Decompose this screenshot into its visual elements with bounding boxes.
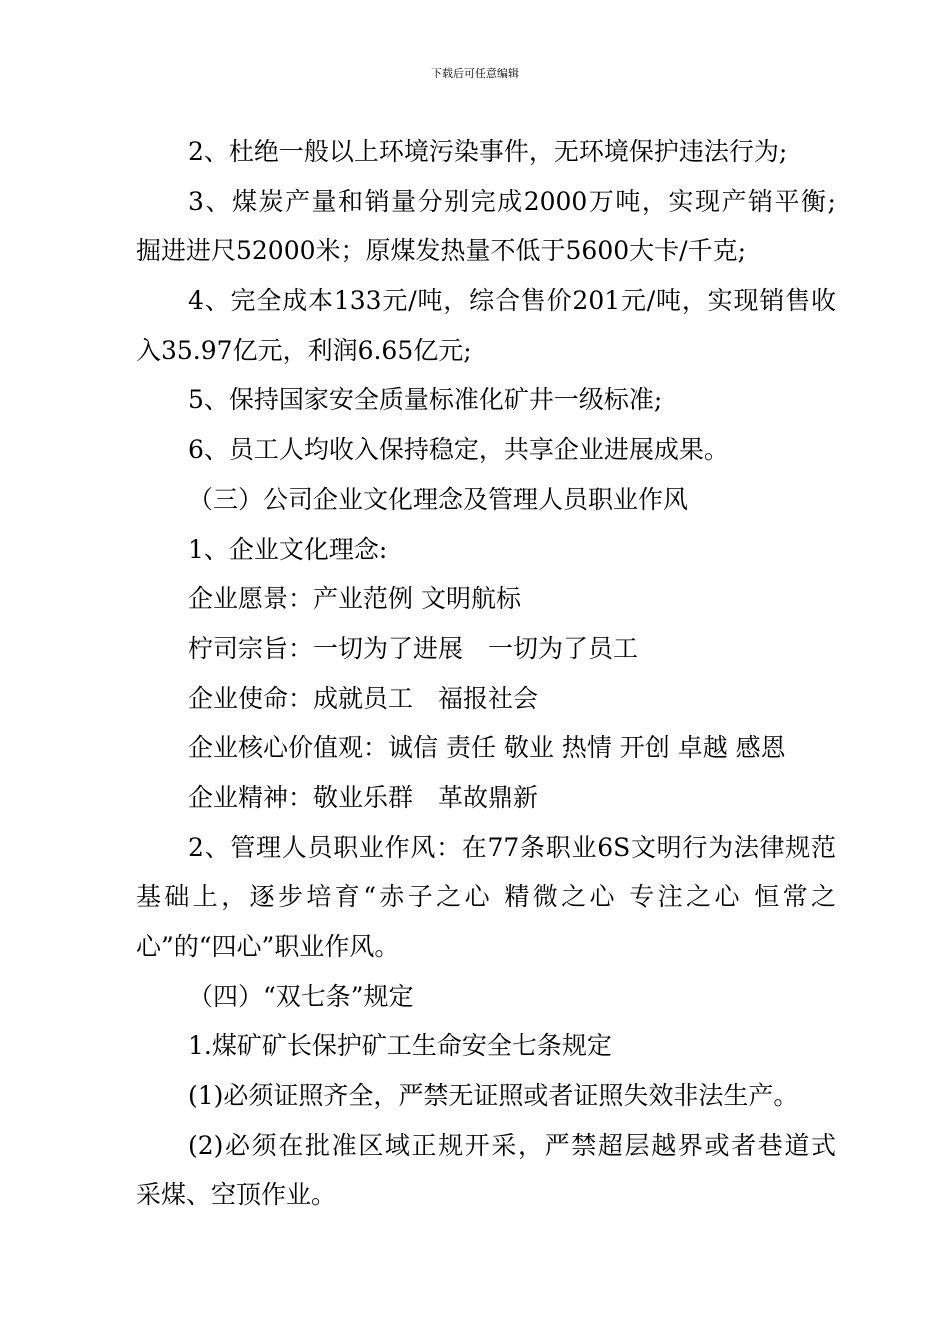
paragraph-line: 5、保持国家安全质量标准化矿井一级标准;: [188, 385, 663, 415]
paragraph-line: 1、企业文化理念:: [188, 534, 388, 564]
section-heading: （四）“双七条”规定: [188, 981, 414, 1011]
paragraph-line: (2)必须在批准区域正规开采，严禁超层越界或者巷道式: [188, 1130, 836, 1160]
paragraph-line: 掘进进尺52000米；原煤发热量不低于5600大卡/千克;: [136, 236, 746, 266]
page-header: 下载后可任意编辑: [431, 67, 519, 80]
paragraph-line: 4、完全成本133元/吨，综合售价201元/吨，实现销售收: [188, 286, 836, 316]
paragraph-line: 6、员工人均收入保持稳定，共享企业进展成果。: [188, 435, 729, 465]
document-body: [136, 127, 836, 1220]
paragraph-line: (1)必须证照齐全，严禁无证照或者证照失效非法生产。: [188, 1081, 799, 1111]
section-heading: （三）公司企业文化理念及管理人员职业作风: [188, 484, 689, 514]
paragraph-line: 1.煤矿矿长保护矿工生命安全七条规定: [188, 1031, 612, 1061]
paragraph-line: 采煤、空顶作业。: [136, 1180, 337, 1210]
paragraph-line: 2、管理人员职业作风：在77条职业6S文明行为法律规范: [188, 832, 836, 862]
paragraph-line: 柠司宗旨：一切为了进展 一切为了员工: [188, 633, 639, 663]
paragraph-line: 企业精神：敬业乐群 革故鼎新: [188, 782, 539, 812]
paragraph-line: 心”的“四心”职业作风。: [136, 932, 400, 961]
paragraph-line: 入35.97亿元，利润6.65亿元;: [136, 335, 472, 365]
paragraph-line: 企业使命：成就员工 福报社会: [188, 683, 539, 713]
paragraph-line: 3、煤炭产量和销量分别完成2000万吨，实现产销平衡;: [188, 186, 836, 216]
paragraph-line: 2、杜绝一般以上环境污染事件，无环境保护违法行为;: [188, 137, 788, 166]
paragraph-line: 基础上，逐步培育“赤子之心 精微之心 专注之心 恒常之: [136, 882, 836, 912]
paragraph-line: 企业愿景：产业范例 文明航标: [188, 584, 521, 614]
paragraph-line: 企业核心价值观：诚信 责任 敬业 热情 开创 卓越 感恩: [188, 733, 786, 763]
